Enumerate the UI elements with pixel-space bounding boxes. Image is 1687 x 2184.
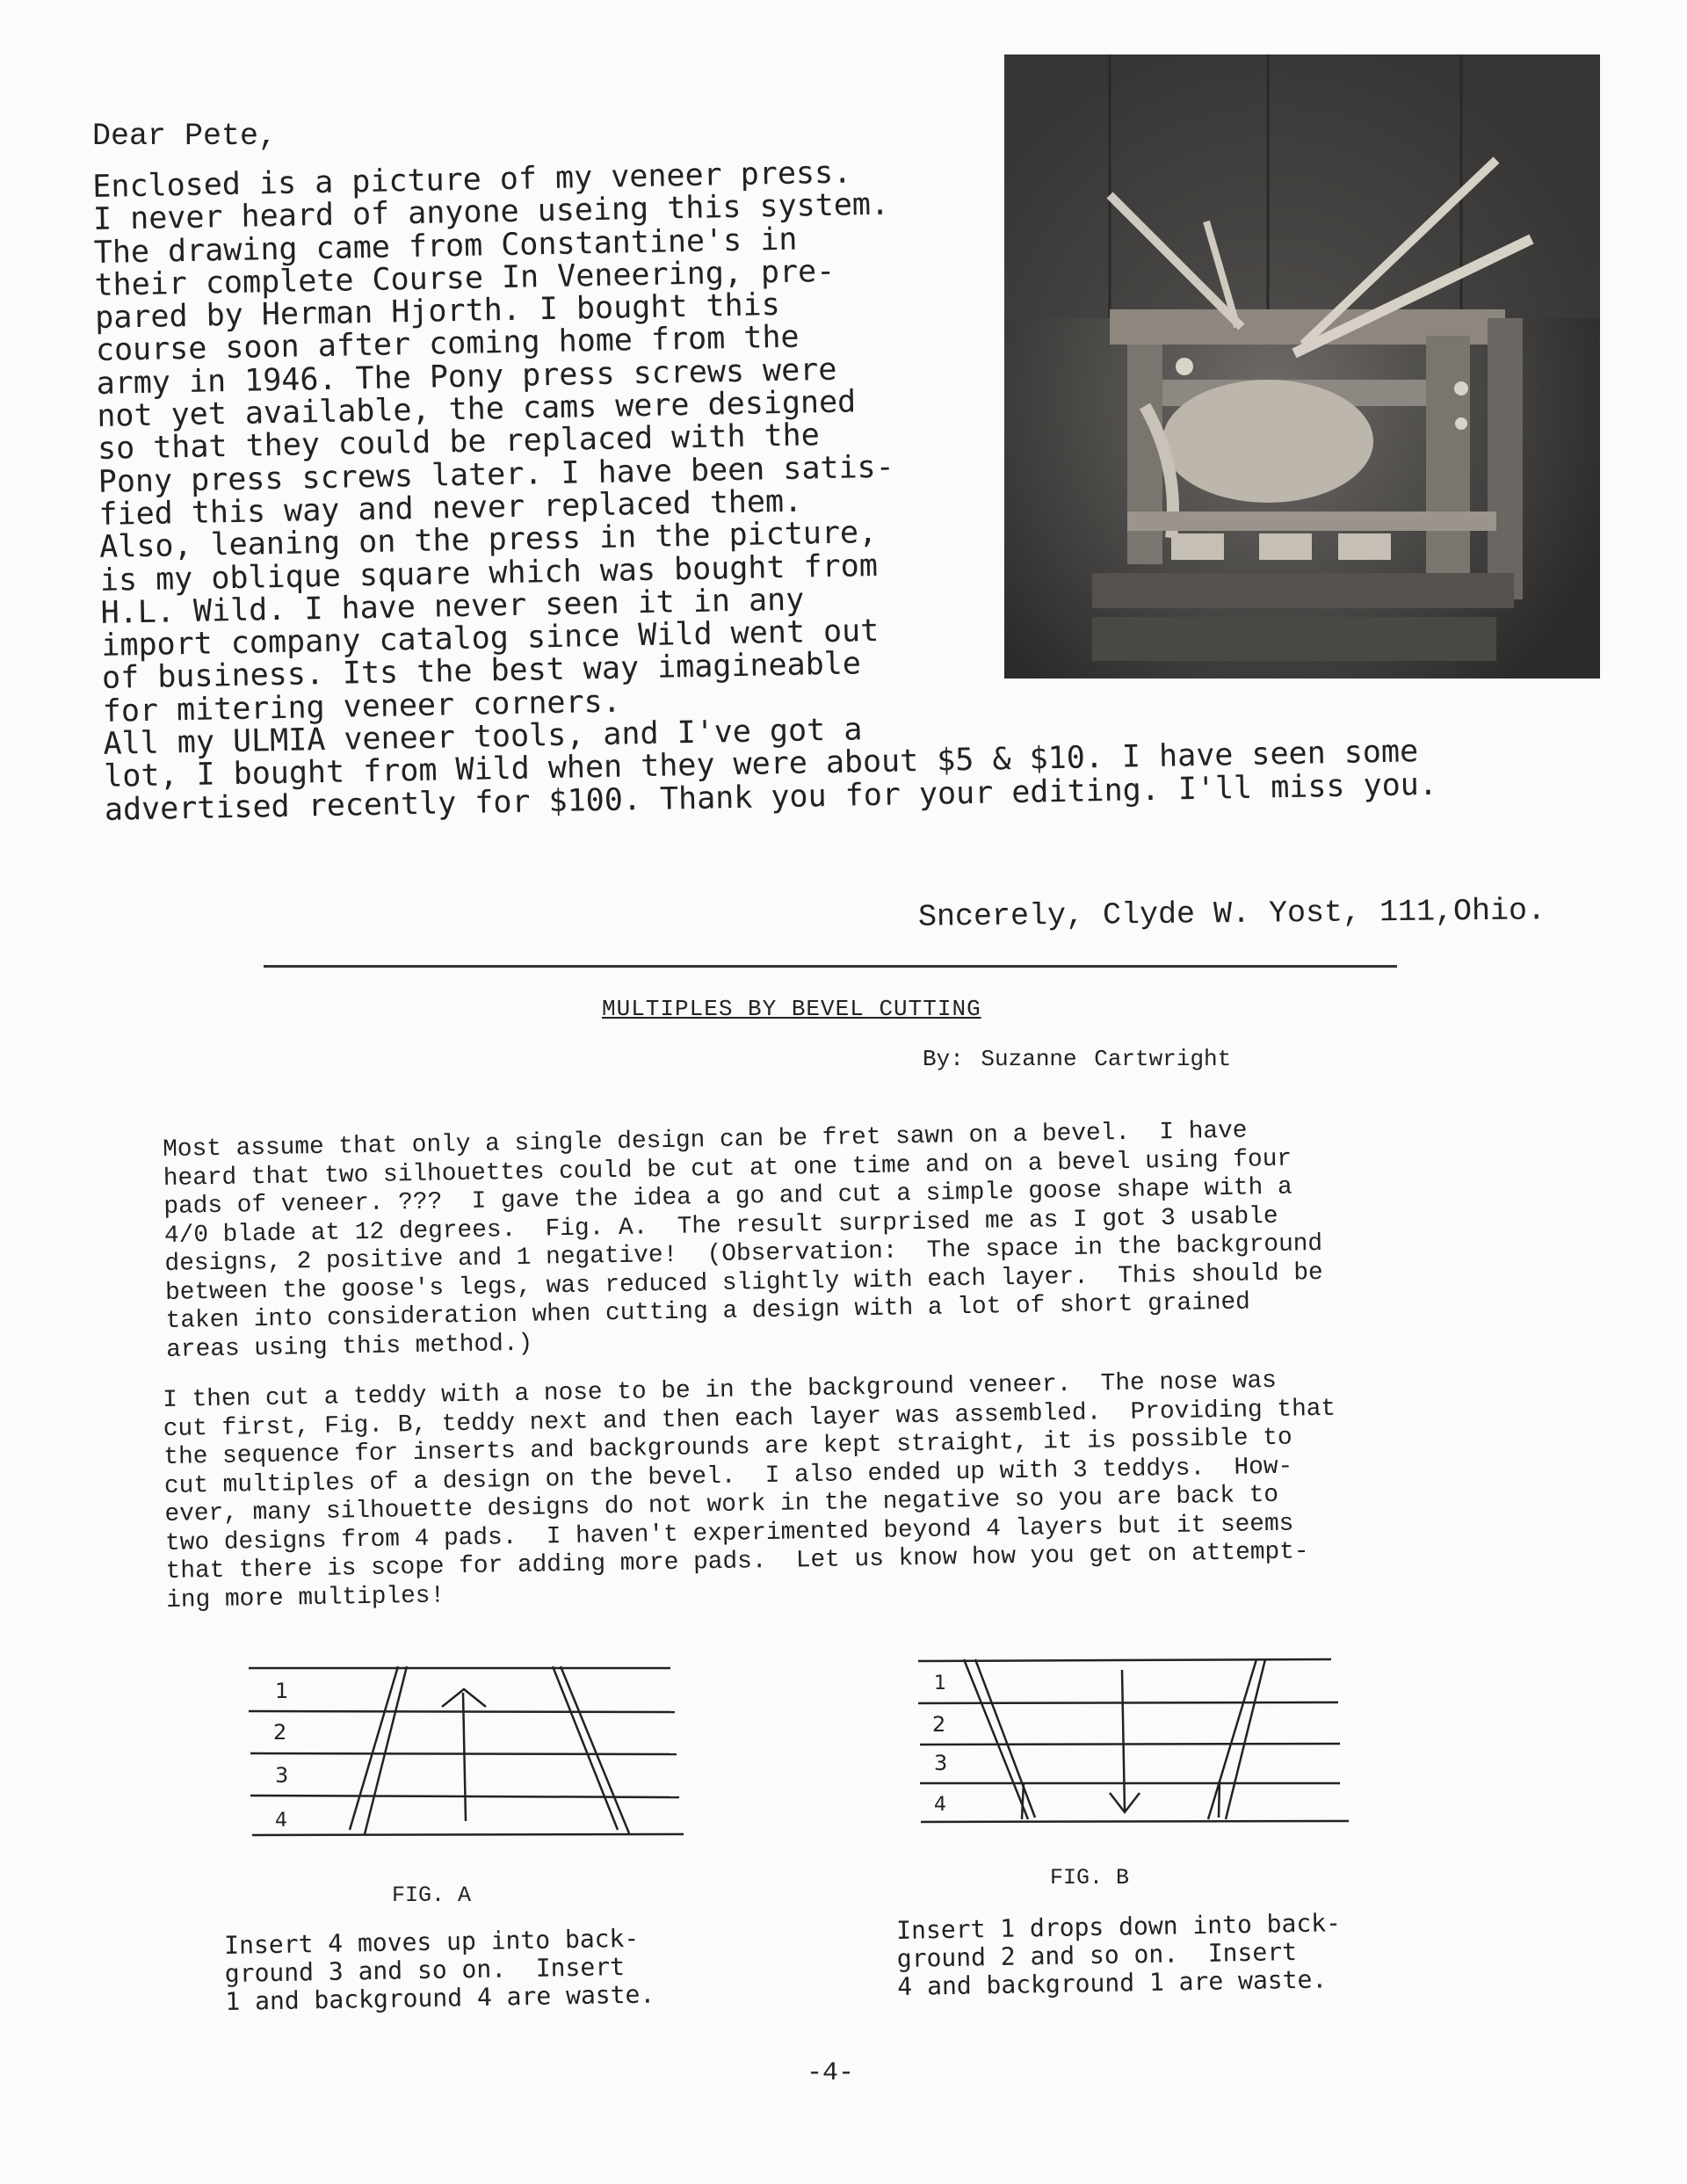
fig-b-bevel-line: [964, 1659, 1028, 1819]
fig-b-bevel-line: [975, 1659, 1035, 1818]
fig-a-layer-line: [249, 1711, 675, 1712]
fig-a-bevel-line: [365, 1666, 407, 1834]
fig-a-label: 4: [275, 1810, 287, 1832]
figure-b-title: FIG. B: [1050, 1865, 1130, 1890]
fig-a-label: 2: [273, 1720, 287, 1745]
fig-b-bevel-line: [1022, 1782, 1024, 1819]
fig-b-down-arrow: [1122, 1670, 1125, 1810]
article-paragraph-2: I then cut a teddy with a nose to be in the background veneer. The nose was cut first, Fig. B, teddy next and then each layer was assembled. Providing that the sequence for inserts and backgrounds are kept straight, it is possible to cut multiples of a design on the bevel. I also ended up with 3 teddys. How- ever, many silhouette designs do not work in the negative so you are back to two designs from 4 pads. I haven't experimented beyond 4 layers but it seems that there is scope for adding more pads. Let us know how you get on attempt- ing more multiples!: [163, 1367, 1336, 1614]
fig-a-bevel-line: [350, 1666, 398, 1830]
fig-b-bevel-line: [1219, 1781, 1220, 1818]
letter-signature: Sncerely, Clyde W. Yost, 111,Ohio.: [917, 893, 1546, 935]
figure-a-caption: Insert 4 moves up into back- ground 3 and so on. Insert 1 and background 4 are waste.: [223, 1923, 655, 2016]
fig-a-layer-line: [252, 1834, 684, 1835]
figure-b-caption: Insert 1 drops down into back- ground 2 and so on. Insert 4 and background 1 are waste.: [895, 1908, 1342, 2001]
fig-b-layer-line: [921, 1821, 1349, 1822]
article-title: MULTIPLES BY BEVEL CUTTING: [602, 996, 981, 1022]
figure-a-title: FIG. A: [392, 1883, 472, 1908]
fig-b-layer-line: [920, 1744, 1340, 1745]
fig-a-label: 3: [275, 1763, 289, 1788]
figure-a-diagram: [249, 1654, 688, 1839]
page-number: -4-: [807, 2058, 855, 2088]
fig-b-label: 1: [934, 1672, 946, 1694]
section-divider: [264, 965, 1397, 968]
fig-b-label: 3: [934, 1751, 948, 1775]
fig-b-label: 2: [932, 1712, 946, 1737]
fig-b-label: 4: [934, 1794, 946, 1816]
article-paragraph-1: Most assume that only a single design can be fret sawn on a bevel. I have heard that two silhouettes could be cut at one time and on a bevel using four pads of veneer. ??? I gave the idea a go and cut a simple goose shape with a 4/0 blade at 12 degrees. Fig. A. The result surprised me as I got 3 usable designs, 2 positive and 1 negative! (Observation: The space in the background between the goose's legs, was reduced slightly with each layer. This should be taken into consideration when cutting a design with a lot of short grained areas using this method.): [163, 1117, 1323, 1364]
fig-a-label: 1: [275, 1679, 289, 1703]
figure-b-diagram: [918, 1643, 1358, 1828]
veneer-press-photo: [1004, 54, 1600, 678]
letter-greeting: Dear Pete,: [92, 119, 278, 154]
fig-a-bevel-line: [561, 1666, 629, 1833]
fig-b-layer-line: [918, 1659, 1331, 1661]
fig-a-bevel-line: [553, 1666, 618, 1830]
article-byline: By: Suzanne Cartwright: [923, 1046, 1232, 1072]
letter-body: Enclosed is a picture of my veneer press. I never heard of anyone useing this system. The drawing came from Constantine's in their complete Course In Veneering, pre- pared by Herman Hjorth. I bought this course soon after coming home from the army in 1946. The Pony press screws were not yet available, the cams were designed so that they could be replaced with the Pony press screws later. I have been satis- fied this way and never replaced them. Also, leaning on the press in the picture, is my oblique square which was bought from H.L. Wild. I have never seen it in any import company catalog since Wild went out of business. Its the best way imagineable for mitering veneer corners. All my ULMIA veneer tools, and I've got a lot, I bought from Wild when they were about $5 & $10. I have seen some advertised recently for $100. Thank you for your editing. I'll miss you.: [91, 155, 1438, 828]
